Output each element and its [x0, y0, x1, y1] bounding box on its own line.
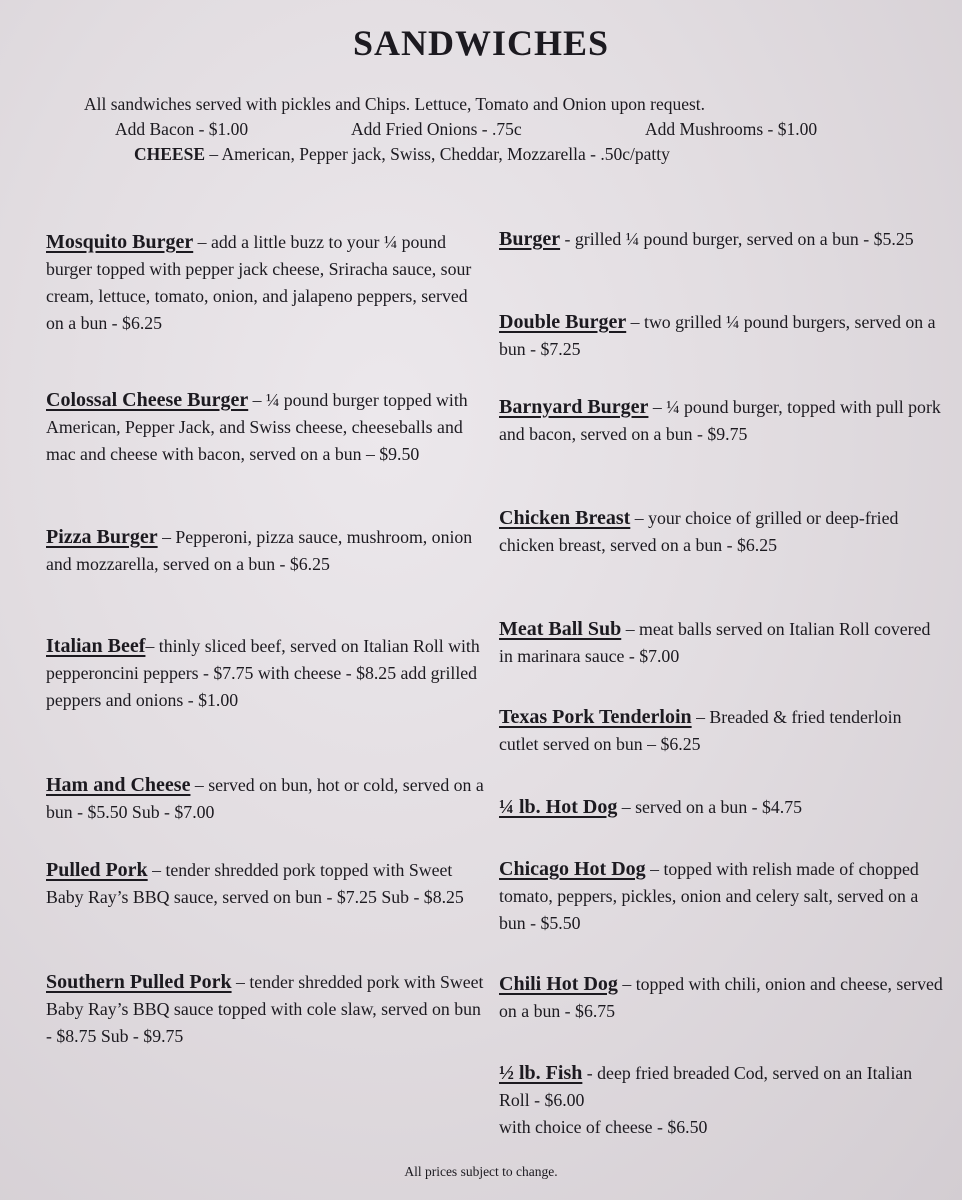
- item-description: – ¼ pound burger topped with American, Pepper Jack, and Swiss cheese, cheeseballs and mac and cheese with bacon, served on a bun – $9.50: [46, 390, 468, 464]
- menu-item: [46, 772, 486, 826]
- menu-item: [499, 1060, 944, 1141]
- item-name: Pizza Burger: [46, 526, 158, 548]
- item-name: Chili Hot Dog: [499, 973, 618, 995]
- addon-fried-onions: Add Fried Onions - .75c: [351, 119, 522, 139]
- item-description: – topped with chili, onion and cheese, served on a bun - $6.75: [499, 974, 943, 1021]
- item-name: Colossal Cheese Burger: [46, 389, 249, 411]
- item-description: – served on a bun - $4.75: [617, 797, 803, 817]
- menu-item: [46, 969, 486, 1050]
- item-description: – Pepperoni, pizza sauce, mushroom, onion and mozzarella, served on a bun - $6.25: [46, 527, 473, 574]
- menu-item: [46, 387, 486, 468]
- item-description: – add a little buzz to your ¼ pound burger topped with pepper jack cheese, Sriracha sauce, sour cream, lettuce, tomato, onion, and jalapeno peppers, served on a bun - $6.25: [46, 232, 472, 333]
- item-name: Southern Pulled Pork: [46, 971, 232, 993]
- addon-bacon: Add Bacon - $1.00: [115, 119, 249, 139]
- item-description: - deep fried breaded Cod, served on an Italian Roll - $6.00: [499, 1063, 913, 1110]
- price-disclaimer: All prices subject to change.: [404, 1164, 558, 1179]
- item-name: Texas Pork Tenderloin: [499, 706, 692, 728]
- cheese-label: CHEESE: [134, 144, 205, 164]
- item-name: Mosquito Burger: [46, 231, 194, 253]
- page-title: SANDWICHES: [352, 23, 610, 63]
- item-name: Double Burger: [499, 311, 627, 333]
- menu-item: [46, 633, 486, 714]
- menu-item: [499, 971, 944, 1025]
- item-name: Burger: [499, 228, 561, 250]
- item-name: Pulled Pork: [46, 859, 148, 881]
- item-description: - grilled ¼ pound burger, served on a bun - $5.25: [560, 229, 914, 249]
- item-description: – thinly sliced beef, served on Italian Roll with pepperoncini peppers - $7.75 with cheese - $8.25 add grilled peppers and onions - $1.00: [46, 636, 480, 710]
- item-description: – tender shredded pork with Sweet Baby Ray’s BBQ sauce topped with cole slaw, served on bun - $8.75 Sub - $9.75: [46, 972, 484, 1046]
- item-name: ¼ lb. Hot Dog: [499, 796, 618, 818]
- item-description: – two grilled ¼ pound burgers, served on a bun - $7.25: [499, 312, 936, 359]
- intro-served-with: All sandwiches served with pickles and Chips. Lettuce, Tomato and Onion upon request.: [84, 94, 706, 114]
- item-name: Chicago Hot Dog: [499, 858, 646, 880]
- item-description-extra: with choice of cheese - $6.50: [499, 1117, 708, 1137]
- item-description: – topped with relish made of chopped tomato, peppers, pickles, onion and celery salt, served on a bun - $5.50: [499, 859, 919, 933]
- menu-item: [46, 524, 486, 578]
- item-description: – served on bun, hot or cold, served on a bun - $5.50 Sub - $7.00: [46, 775, 484, 822]
- item-name: Barnyard Burger: [499, 396, 649, 418]
- cheese-options: – American, Pepper jack, Swiss, Cheddar, Mozzarella - .50c/patty: [205, 144, 670, 164]
- menu-item: [46, 229, 486, 337]
- item-name: Ham and Cheese: [46, 774, 191, 796]
- menu-item: [499, 856, 944, 937]
- item-description: – tender shredded pork topped with Sweet Baby Ray’s BBQ sauce, served on bun - $7.25 Sub - $8.25: [46, 860, 464, 907]
- item-description: – meat balls served on Italian Roll covered in marinara sauce - $7.00: [499, 619, 931, 666]
- menu-item: [499, 505, 944, 559]
- item-description: – ¼ pound burger, topped with pull pork and bacon, served on a bun - $9.75: [499, 397, 941, 444]
- addon-mushrooms: Add Mushrooms - $1.00: [645, 119, 818, 139]
- menu-item: [499, 794, 944, 821]
- item-description: – your choice of grilled or deep-fried chicken breast, served on a bun - $6.25: [499, 508, 899, 555]
- item-description: – Breaded & fried tenderloin cutlet served on bun – $6.25: [499, 707, 902, 754]
- menu-item: [499, 394, 944, 448]
- cheese-line: [134, 142, 670, 167]
- item-name: Chicken Breast: [499, 507, 631, 529]
- menu-item: [499, 309, 944, 363]
- menu-item: [499, 704, 944, 758]
- item-name: Italian Beef: [46, 635, 146, 657]
- menu-item: [499, 616, 944, 670]
- menu-item: [499, 226, 944, 253]
- item-name: ½ lb. Fish: [499, 1062, 583, 1084]
- item-name: Meat Ball Sub: [499, 618, 622, 640]
- menu-item: [46, 857, 486, 911]
